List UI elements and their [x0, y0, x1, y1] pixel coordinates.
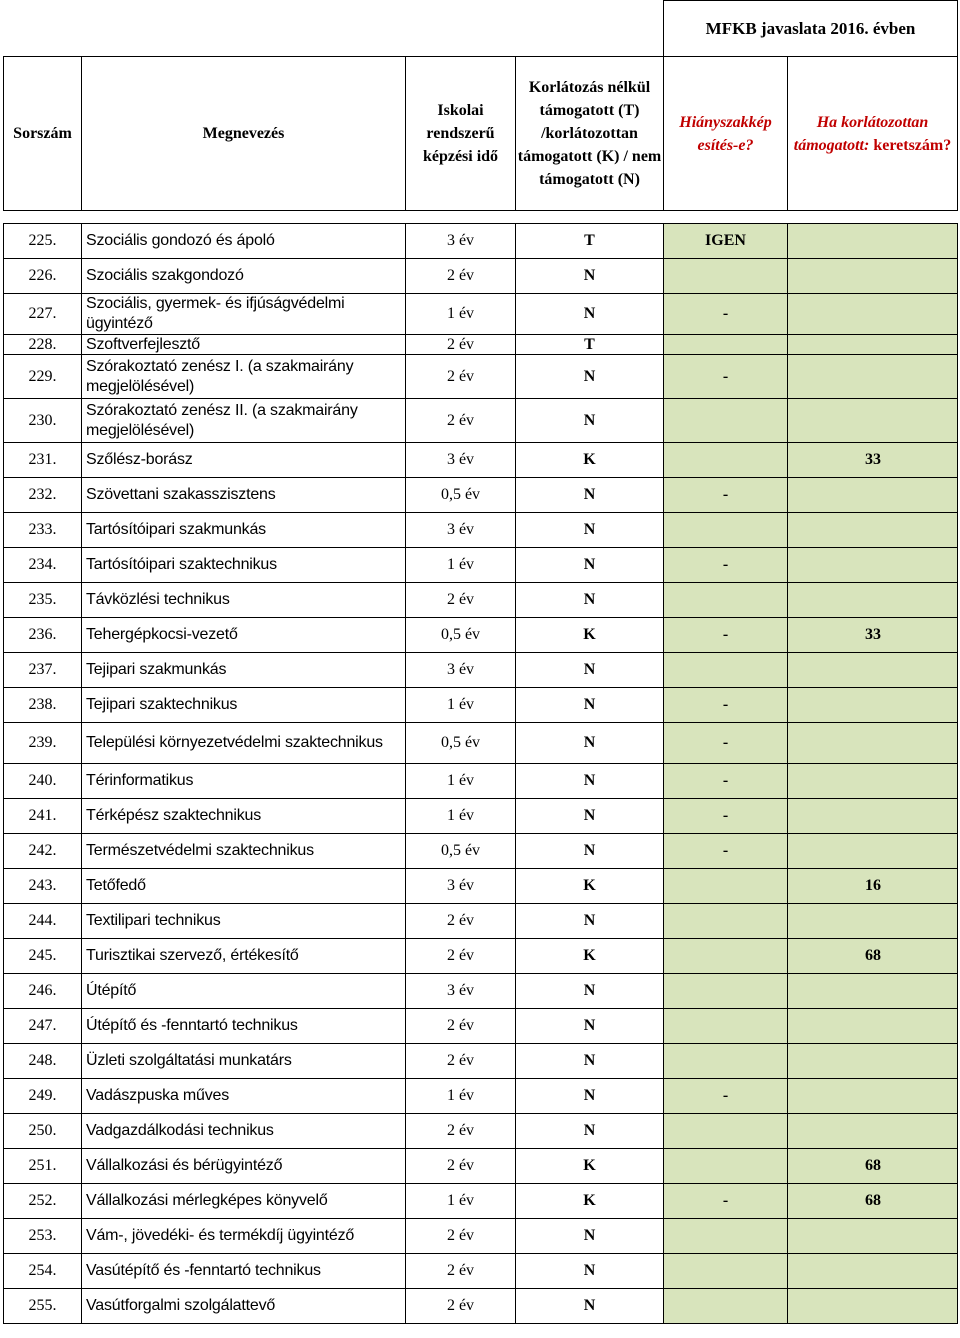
row-name: Természetvédelmi szaktechnikus [82, 834, 406, 869]
row-number: 239. [4, 723, 82, 764]
row-number: 240. [4, 764, 82, 799]
header-shortage: Hiányszakkép esítés-e? [664, 57, 788, 211]
row-quota [788, 355, 958, 399]
row-name: Vám-, jövedéki- és termékdíj ügyintéző [82, 1219, 406, 1254]
row-shortage: - [664, 764, 788, 799]
table-row [4, 764, 958, 799]
row-number: 237. [4, 653, 82, 688]
row-support: T [516, 335, 664, 355]
row-duration: 1 év [406, 294, 516, 335]
row-support: K [516, 443, 664, 478]
row-support: N [516, 259, 664, 294]
row-quota [788, 548, 958, 583]
row-duration: 2 év [406, 1044, 516, 1079]
row-shortage [664, 904, 788, 939]
row-duration: 3 év [406, 869, 516, 904]
row-quota [788, 688, 958, 723]
row-name: Tartósítóipari szakmunkás [82, 513, 406, 548]
row-name: Textilipari technikus [82, 904, 406, 939]
table-row [4, 653, 958, 688]
row-number: 255. [4, 1289, 82, 1324]
row-name: Vasútépítő és -fenntartó technikus [82, 1254, 406, 1289]
row-shortage: - [664, 618, 788, 653]
row-duration: 1 év [406, 764, 516, 799]
row-duration: 1 év [406, 799, 516, 834]
row-duration: 2 év [406, 355, 516, 399]
row-shortage [664, 939, 788, 974]
row-duration: 2 év [406, 1289, 516, 1324]
row-quota [788, 799, 958, 834]
row-shortage [664, 1044, 788, 1079]
row-shortage: - [664, 723, 788, 764]
row-name: Üzleti szolgáltatási munkatárs [82, 1044, 406, 1079]
row-number: 244. [4, 904, 82, 939]
table-row [4, 548, 958, 583]
row-duration: 1 év [406, 548, 516, 583]
table-row [4, 355, 958, 399]
row-number: 241. [4, 799, 82, 834]
row-shortage: - [664, 355, 788, 399]
row-number: 232. [4, 478, 82, 513]
row-quota [788, 1114, 958, 1149]
row-name: Vasútforgalmi szolgálattevő [82, 1289, 406, 1324]
row-name: Tetőfedő [82, 869, 406, 904]
row-shortage [664, 399, 788, 443]
header-quota-part-2: keretszám? [873, 136, 952, 154]
header-quota-part-1: Ha korlátozottan támogatott: [793, 113, 929, 154]
row-duration: 3 év [406, 513, 516, 548]
row-name: Vállalkozási és bérügyintéző [82, 1149, 406, 1184]
row-number: 254. [4, 1254, 82, 1289]
row-support: N [516, 653, 664, 688]
row-shortage [664, 974, 788, 1009]
row-support: N [516, 1044, 664, 1079]
row-support: N [516, 478, 664, 513]
row-duration: 0,5 év [406, 723, 516, 764]
row-number: 253. [4, 1219, 82, 1254]
row-number: 251. [4, 1149, 82, 1184]
row-number: 231. [4, 443, 82, 478]
row-number: 238. [4, 688, 82, 723]
table-title: MFKB javaslata 2016. évben [664, 1, 958, 57]
row-quota [788, 399, 958, 443]
row-support: K [516, 1184, 664, 1219]
row-name-text: Szórakoztató zenész I. (a szakmairány megjelölésével) [86, 357, 354, 395]
row-duration: 1 év [406, 1079, 516, 1114]
row-support: N [516, 1219, 664, 1254]
row-shortage [664, 335, 788, 355]
title-spacer [4, 1, 664, 57]
table-row [4, 974, 958, 1009]
row-duration: 3 év [406, 974, 516, 1009]
row-number: 249. [4, 1079, 82, 1114]
row-duration: 2 év [406, 399, 516, 443]
row-name: Szövettani szakasszisztens [82, 478, 406, 513]
row-name: Tejipari szakmunkás [82, 653, 406, 688]
row-name [82, 355, 406, 399]
row-duration: 3 év [406, 224, 516, 259]
row-quota [788, 1254, 958, 1289]
row-quota [788, 1044, 958, 1079]
row-shortage [664, 869, 788, 904]
row-support: N [516, 513, 664, 548]
row-quota: 68 [788, 939, 958, 974]
table-row [4, 259, 958, 294]
row-support: N [516, 1289, 664, 1324]
row-quota [788, 904, 958, 939]
row-name: Szociális szakgondozó [82, 259, 406, 294]
row-shortage [664, 443, 788, 478]
table-row [4, 478, 958, 513]
row-duration: 3 év [406, 443, 516, 478]
row-name: Útépítő és -fenntartó technikus [82, 1009, 406, 1044]
table-row [4, 513, 958, 548]
row-shortage [664, 1009, 788, 1044]
row-support: N [516, 399, 664, 443]
row-shortage: - [664, 1184, 788, 1219]
row-support: T [516, 224, 664, 259]
row-shortage [664, 1219, 788, 1254]
row-number: 226. [4, 259, 82, 294]
row-name [82, 399, 406, 443]
row-number: 234. [4, 548, 82, 583]
row-quota: 68 [788, 1184, 958, 1219]
row-quota [788, 1289, 958, 1324]
table-row [4, 335, 958, 355]
row-quota [788, 834, 958, 869]
row-support: N [516, 1254, 664, 1289]
row-shortage [664, 259, 788, 294]
row-shortage: - [664, 294, 788, 335]
row-number: 236. [4, 618, 82, 653]
row-quota [788, 224, 958, 259]
row-shortage [664, 1149, 788, 1184]
header-quota-text [794, 114, 951, 154]
row-shortage [664, 1289, 788, 1324]
row-quota [788, 513, 958, 548]
row-number: 230. [4, 399, 82, 443]
table-row [4, 1009, 958, 1044]
row-duration: 2 év [406, 583, 516, 618]
row-quota: 33 [788, 443, 958, 478]
row-shortage: - [664, 834, 788, 869]
row-number: 229. [4, 355, 82, 399]
row-number: 245. [4, 939, 82, 974]
row-quota [788, 653, 958, 688]
row-quota [788, 974, 958, 1009]
row-duration: 0,5 év [406, 834, 516, 869]
row-shortage [664, 513, 788, 548]
training-table [3, 0, 958, 1324]
row-name: Térképész szaktechnikus [82, 799, 406, 834]
row-shortage [664, 653, 788, 688]
table-row [4, 294, 958, 335]
table-row [4, 1289, 958, 1324]
row-name: Tejipari szaktechnikus [82, 688, 406, 723]
table-row [4, 443, 958, 478]
row-quota [788, 583, 958, 618]
row-number: 247. [4, 1009, 82, 1044]
row-duration: 0,5 év [406, 478, 516, 513]
table-row [4, 583, 958, 618]
row-support: N [516, 688, 664, 723]
row-number: 242. [4, 834, 82, 869]
row-quota [788, 723, 958, 764]
row-number: 228. [4, 335, 82, 355]
row-quota [788, 259, 958, 294]
row-number: 225. [4, 224, 82, 259]
row-duration: 1 év [406, 688, 516, 723]
row-number: 235. [4, 583, 82, 618]
table-row [4, 834, 958, 869]
row-duration: 2 év [406, 1254, 516, 1289]
row-name: Tehergépkocsi-vezető [82, 618, 406, 653]
row-name: Térinformatikus [82, 764, 406, 799]
header-name: Megnevezés [82, 57, 406, 211]
row-support: K [516, 1149, 664, 1184]
row-shortage: - [664, 1079, 788, 1114]
table-row [4, 224, 958, 259]
row-support: N [516, 904, 664, 939]
row-duration: 2 év [406, 1149, 516, 1184]
row-name: Vállalkozási mérlegképes könyvelő [82, 1184, 406, 1219]
row-name: Szőlész-borász [82, 443, 406, 478]
table-row [4, 688, 958, 723]
row-support: N [516, 834, 664, 869]
row-name: Vadgazdálkodási technikus [82, 1114, 406, 1149]
table-row [4, 1044, 958, 1079]
header-support: Korlátozás nélkül támogatott (T) /korlátozottan támogatott (K) / nem támogatott (N) [516, 57, 664, 211]
row-name: Tartósítóipari szaktechnikus [82, 548, 406, 583]
row-duration: 1 év [406, 1184, 516, 1219]
row-support: K [516, 869, 664, 904]
row-duration: 2 év [406, 335, 516, 355]
row-shortage: - [664, 688, 788, 723]
table-row [4, 618, 958, 653]
row-support: N [516, 294, 664, 335]
header-num: Sorszám [4, 57, 82, 211]
row-quota [788, 335, 958, 355]
table-row [4, 1149, 958, 1184]
row-shortage: - [664, 799, 788, 834]
row-support: K [516, 939, 664, 974]
row-shortage: - [664, 548, 788, 583]
table-row [4, 399, 958, 443]
row-support: K [516, 618, 664, 653]
row-name: Turisztikai szervező, értékesítő [82, 939, 406, 974]
row-duration: 2 év [406, 259, 516, 294]
row-name-text: Szórakoztató zenész II. (a szakmairány megjelölésével) [86, 401, 358, 439]
row-support: N [516, 799, 664, 834]
row-name: Települési környezetvédelmi szaktechnikus [82, 723, 406, 764]
row-duration: 2 év [406, 1114, 516, 1149]
row-shortage [664, 583, 788, 618]
table-row [4, 1254, 958, 1289]
row-number: 250. [4, 1114, 82, 1149]
row-name: Távközlési technikus [82, 583, 406, 618]
row-quota [788, 764, 958, 799]
row-quota: 68 [788, 1149, 958, 1184]
row-number: 252. [4, 1184, 82, 1219]
row-name: Szociális gondozó és ápoló [82, 224, 406, 259]
table-row [4, 939, 958, 974]
table-row [4, 1079, 958, 1114]
header-gap [4, 211, 958, 224]
row-support: N [516, 583, 664, 618]
row-duration: 2 év [406, 1009, 516, 1044]
header-duration: Iskolai rendszerű képzési idő [406, 57, 516, 211]
row-number: 243. [4, 869, 82, 904]
row-support: N [516, 1114, 664, 1149]
row-support: N [516, 1009, 664, 1044]
row-shortage: - [664, 478, 788, 513]
row-quota [788, 1219, 958, 1254]
row-duration: 3 év [406, 653, 516, 688]
row-shortage [664, 1114, 788, 1149]
row-duration: 2 év [406, 1219, 516, 1254]
row-name [82, 294, 406, 335]
table-row [4, 1219, 958, 1254]
row-quota: 16 [788, 869, 958, 904]
table-row [4, 1184, 958, 1219]
row-quota [788, 294, 958, 335]
header-quota [788, 57, 958, 211]
row-number: 227. [4, 294, 82, 335]
row-shortage: IGEN [664, 224, 788, 259]
row-shortage [664, 1254, 788, 1289]
row-support: N [516, 974, 664, 1009]
row-duration: 2 év [406, 904, 516, 939]
row-name-text: Szociális, gyermek- és ifjúságvédelmi ügyintéző [86, 295, 345, 332]
row-number: 233. [4, 513, 82, 548]
row-quota: 33 [788, 618, 958, 653]
row-support: N [516, 764, 664, 799]
table-row [4, 799, 958, 834]
row-quota [788, 478, 958, 513]
row-number: 246. [4, 974, 82, 1009]
row-support: N [516, 355, 664, 399]
row-name: Vadászpuska műves [82, 1079, 406, 1114]
table-row [4, 1114, 958, 1149]
table-row [4, 723, 958, 764]
row-support: N [516, 1079, 664, 1114]
row-number: 248. [4, 1044, 82, 1079]
row-quota [788, 1079, 958, 1114]
row-support: N [516, 548, 664, 583]
row-duration: 0,5 év [406, 618, 516, 653]
row-name: Szoftverfejlesztő [82, 335, 406, 355]
row-quota [788, 1009, 958, 1044]
row-name: Útépítő [82, 974, 406, 1009]
row-support: N [516, 723, 664, 764]
row-duration: 2 év [406, 939, 516, 974]
table-row [4, 904, 958, 939]
table-body [4, 224, 958, 1324]
table-row [4, 869, 958, 904]
